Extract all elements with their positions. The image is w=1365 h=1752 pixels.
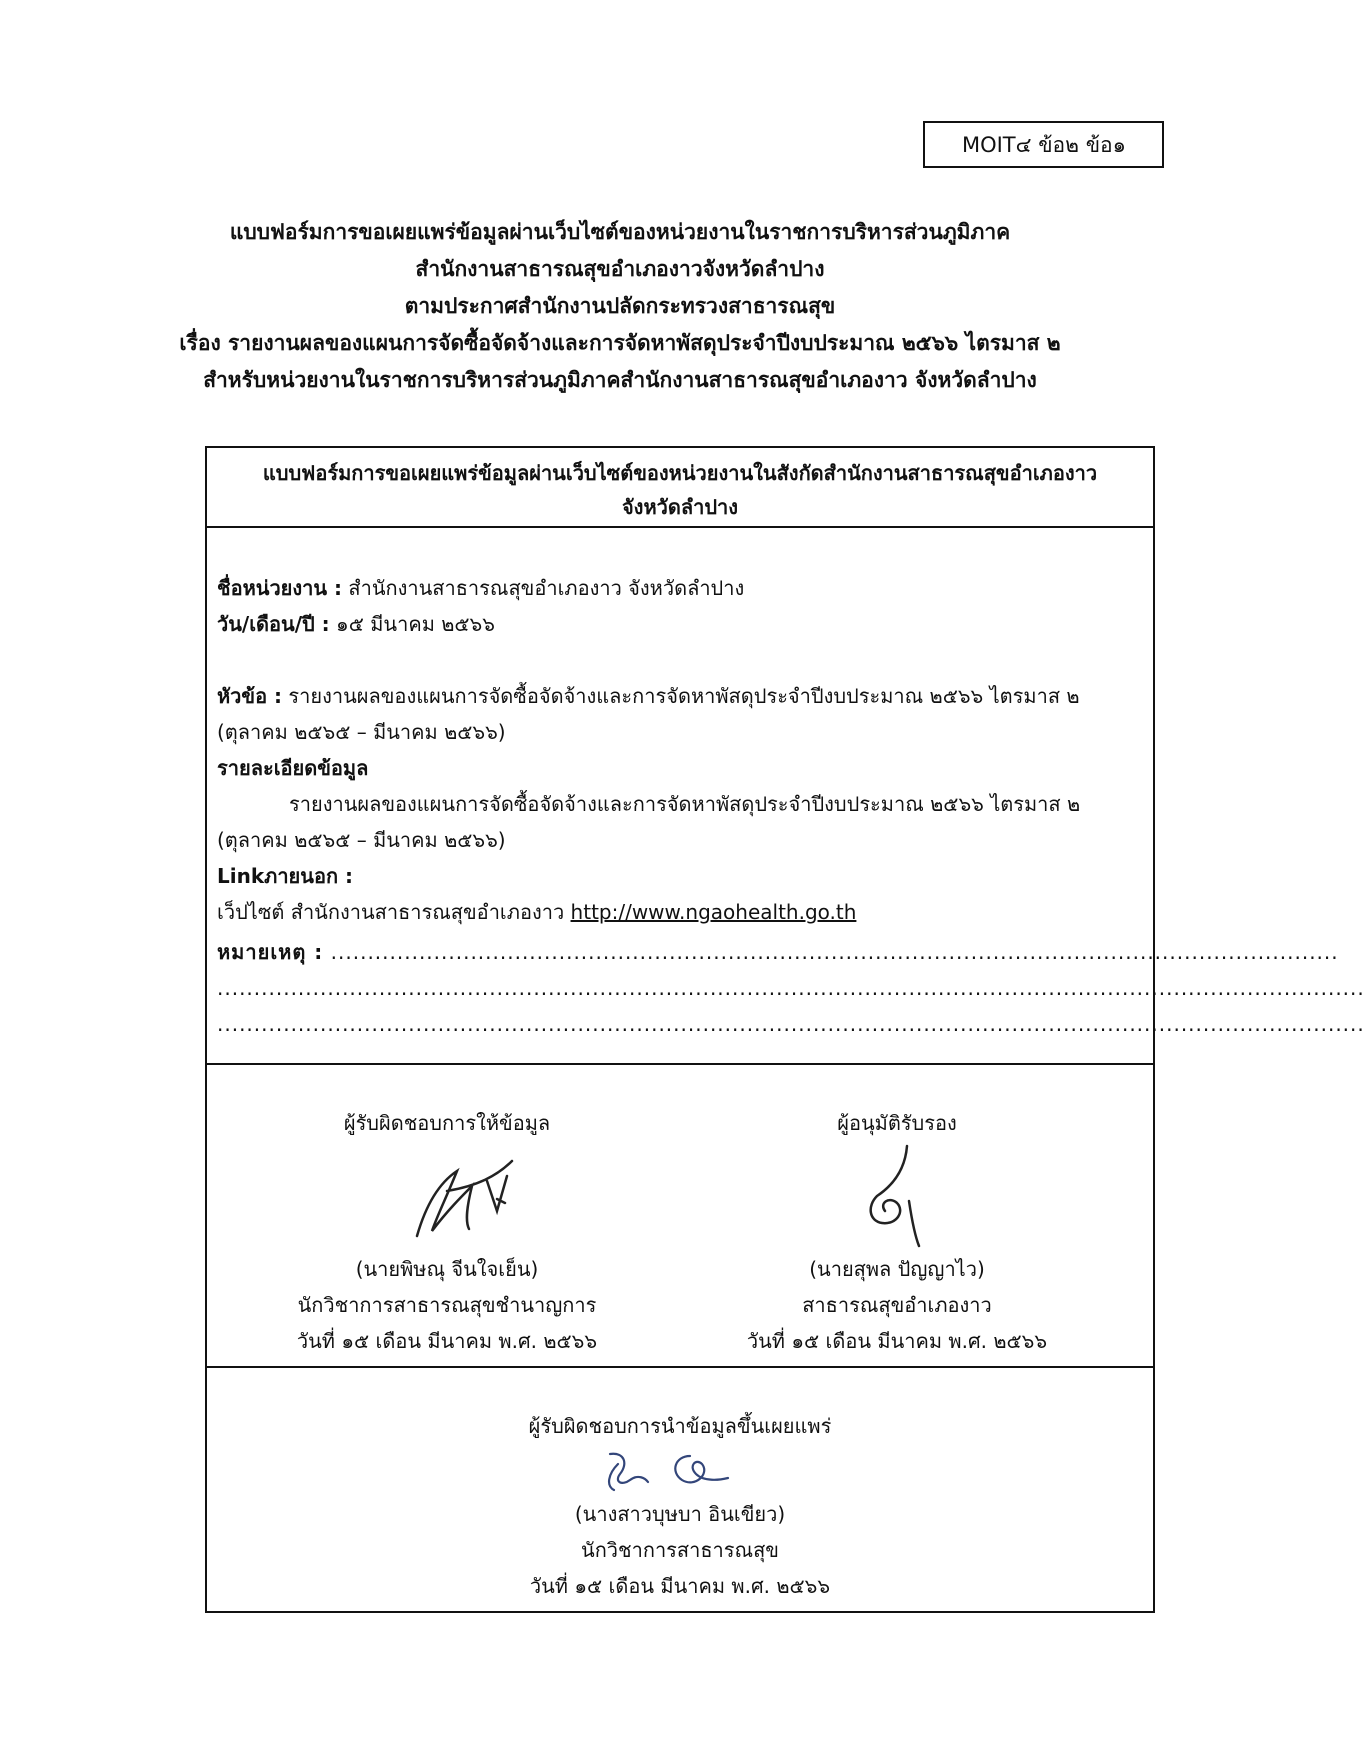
detail-period: (ตุลาคม ๒๕๖๕ – มีนาคม ๒๕๖๖) xyxy=(217,828,506,852)
external-link-label: Linkภายนอก : xyxy=(217,864,354,888)
approver-role: ผู้อนุมัติรับรอง xyxy=(837,1111,957,1135)
info-provider-date: วันที่ ๑๕ เดือน มีนาคม พ.ศ. ๒๕๖๖ xyxy=(296,1329,598,1353)
header-line-1: แบบฟอร์มการขอเผยแพร่ข้อมูลผ่านเว็บไซต์ของหน่วยงานในราชการบริหารส่วนภูมิภาค xyxy=(229,220,1011,244)
agency-row xyxy=(217,570,1139,606)
publisher-date: วันที่ ๑๕ เดือน มีนาคม พ.ศ. ๒๕๖๖ xyxy=(529,1574,831,1598)
document-header xyxy=(120,214,1120,399)
detail-label: รายละเอียดข้อมูล xyxy=(217,756,369,780)
topic-label: หัวข้อ : xyxy=(217,684,283,708)
remark-line-3: ............................................................................................................................................................ xyxy=(217,1012,1365,1036)
signature-section xyxy=(207,1065,1153,1368)
header-line-3: ตามประกาศสำนักงานปลัดกระทรวงสาธารณสุข xyxy=(404,294,836,318)
info-provider-signature xyxy=(227,1065,667,1359)
publisher-role: ผู้รับผิดชอบการนำข้อมูลขึ้นเผยแพร่ xyxy=(528,1414,832,1438)
approver-position: สาธารณสุขอำเภองาว xyxy=(802,1293,992,1317)
info-provider-name: (นายพิษณุ จีนใจเย็น) xyxy=(355,1257,539,1281)
publisher-signature xyxy=(207,1408,1153,1604)
website-row xyxy=(217,894,1139,930)
approver-name: (นายสุพล ปัญญาไว) xyxy=(809,1257,985,1281)
document-code-box: MOIT๔ ข้อ๒ ข้อ๑ xyxy=(923,121,1164,168)
date-value: ๑๕ มีนาคม ๒๕๖๖ xyxy=(329,612,495,636)
header-line-4: เรื่อง รายงานผลของแผนการจัดซื้อจัดจ้างและการจัดหาพัสดุประจำปีงบประมาณ ๒๕๖๖ ไตรมาส ๒ xyxy=(179,331,1061,355)
date-label: วัน/เดือน/ปี : xyxy=(217,612,330,636)
agency-value: สำนักงานสาธารณสุขอำเภองาว จังหวัดลำปาง xyxy=(342,576,745,600)
website-prefix: เว็ปไซต์ สำนักงานสาธารณสุขอำเภองาว xyxy=(217,900,571,924)
agency-label: ชื่อหน่วยงาน : xyxy=(217,576,343,600)
publish-request-form xyxy=(205,446,1365,1613)
remark-dots: ......................................................................................................................................... xyxy=(323,940,1339,964)
publisher-position: นักวิชาการสาธารณสุข xyxy=(581,1538,779,1562)
handwritten-signature-publisher xyxy=(570,1444,790,1496)
handwritten-signature-left xyxy=(347,1141,547,1251)
handwritten-signature-right xyxy=(797,1141,997,1251)
remark-line-2: ............................................................................................................................................................ xyxy=(217,976,1365,1000)
form-title-line-2: จังหวัดลำปาง xyxy=(621,495,739,519)
website-link[interactable]: http://www.ngaohealth.go.th xyxy=(570,900,857,924)
approver-signature xyxy=(677,1065,1117,1359)
form-title xyxy=(207,448,1153,528)
info-provider-role: ผู้รับผิดชอบการให้ข้อมูล xyxy=(343,1111,551,1135)
topic-period: (ตุลาคม ๒๕๖๕ – มีนาคม ๒๕๖๖) xyxy=(217,720,506,744)
approver-date: วันที่ ๑๕ เดือน มีนาคม พ.ศ. ๒๕๖๖ xyxy=(746,1329,1048,1353)
remark-row xyxy=(217,934,1339,970)
publisher-section xyxy=(207,1368,1153,1613)
publisher-name: (นางสาวบุษบา อินเขียว) xyxy=(574,1502,786,1526)
date-row xyxy=(217,606,1139,642)
topic-row xyxy=(217,678,1139,714)
remark-label: หมายเหตุ : xyxy=(217,940,324,964)
info-provider-position: นักวิชาการสาธารณสุขชำนาญการ xyxy=(297,1293,597,1317)
topic-value: รายงานผลของแผนการจัดซื้อจัดจ้างและการจัดหาพัสดุประจำปีงบประมาณ ๒๕๖๖ ไตรมาส ๒ xyxy=(282,684,1080,708)
form-details xyxy=(207,528,1365,1065)
form-title-line-1: แบบฟอร์มการขอเผยแพร่ข้อมูลผ่านเว็บไซต์ของหน่วยงานในสังกัดสำนักงานสาธารณสุขอำเภองาว xyxy=(262,461,1098,485)
header-line-2: สำนักงานสาธารณสุขอำเภองาวจังหวัดลำปาง xyxy=(415,257,825,281)
detail-value: รายงานผลของแผนการจัดซื้อจัดจ้างและการจัดหาพัสดุประจำปีงบประมาณ ๒๕๖๖ ไตรมาส ๒ xyxy=(289,792,1081,816)
header-line-5: สำหรับหน่วยงานในราชการบริหารส่วนภูมิภาคสำนักงานสาธารณสุขอำเภองาว จังหวัดลำปาง xyxy=(203,368,1037,392)
